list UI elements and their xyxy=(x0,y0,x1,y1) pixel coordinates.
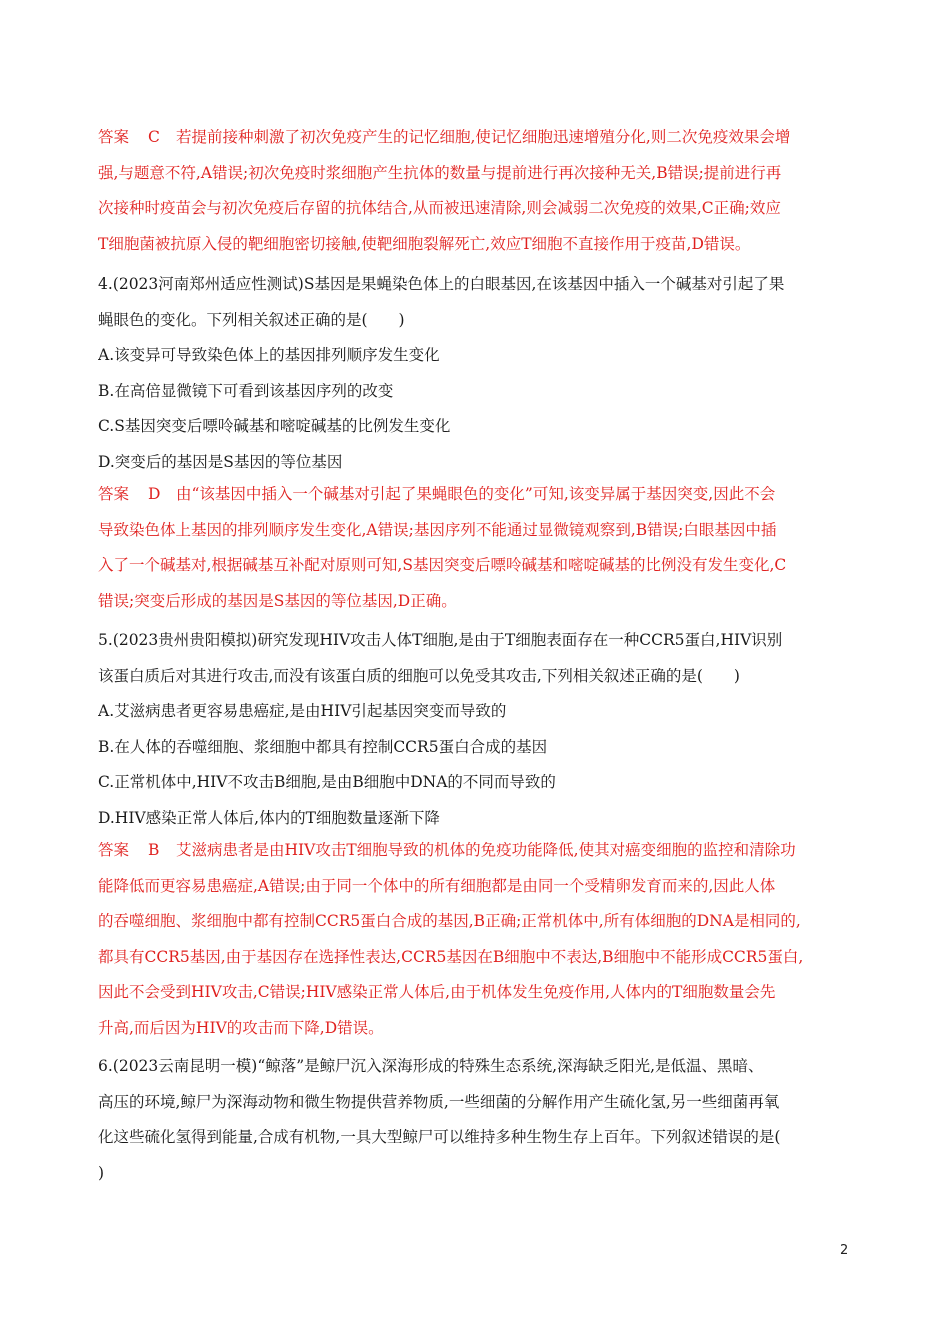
answer-line: 升高,而后因为HIV的攻击而下降,D错误。 xyxy=(98,1018,384,1037)
question-6 xyxy=(98,1049,854,1191)
answer-block-q5 xyxy=(98,833,854,1046)
answer-line: 导致染色体上基因的排列顺序发生变化,A错误;基因序列不能通过显微镜观察到,B错误;白眼基因中插 xyxy=(98,520,777,539)
answer-letter: D xyxy=(148,485,161,503)
option-a: A.该变异可导致染色体上的基因排列顺序发生变化 xyxy=(98,346,440,364)
answer-line: T细胞菌被抗原入侵的靶细胞密切接触,使靶细胞裂解死亡,效应T细胞不直接作用于疫苗,D错误。 xyxy=(98,234,751,253)
question-stem-line: 蝇眼色的变化。下列相关叙述正确的是( ) xyxy=(98,310,405,329)
question-stem-line: 该蛋白质后对其进行攻击,而没有该蛋白质的细胞可以免受其攻击,下列相关叙述正确的是( ) xyxy=(98,666,740,685)
answer-label: 答案 xyxy=(98,485,130,503)
option-b: B.在人体的吞噬细胞、浆细胞中都具有控制CCR5蛋白合成的基因 xyxy=(98,737,548,756)
question-stem-line: 6.(2023云南昆明一模)“鲸落”是鲸尸沉入深海形成的特殊生态系统,深海缺乏阳光,是低温、黑暗、 xyxy=(98,1057,764,1075)
answer-line: 因此不会受到HIV攻击,C错误;HIV感染正常人体后,由于机体发生免疫作用,人体内的T细胞数量会先 xyxy=(98,983,776,1001)
question-stem-line: 高压的环境,鲸尸为深海动物和微生物提供营养物质,一些细菌的分解作用产生硫化氢,另一些细菌再氧 xyxy=(98,1092,780,1111)
answer-label: 答案 xyxy=(98,128,130,146)
answer-line: 能降低而更容易患癌症,A错误;由于同一个体中的所有细胞都是由同一个受精卵发育而来的,因此人体 xyxy=(98,876,776,895)
answer-line xyxy=(98,477,854,513)
answer-text: 艾滋病患者是由HIV攻击T细胞导致的机体的免疫功能降低,使其对癌变细胞的监控和清除功 xyxy=(176,841,796,859)
option-b: B.在高倍显微镜下可看到该基因序列的改变 xyxy=(98,381,394,400)
answer-line: 次接种时疫苗会与初次免疫后存留的抗体结合,从而被迅速清除,则会减弱二次免疫的效果,C正确;效应 xyxy=(98,199,781,217)
answer-block-prev xyxy=(98,120,854,262)
answer-line: 强,与题意不符,A错误;初次免疫时浆细胞产生抗体的数量与提前进行再次接种无关,B错误;提前进行再 xyxy=(98,163,782,182)
question-stem-line: ) xyxy=(98,1163,105,1182)
answer-text: 若提前接种刺激了初次免疫产生的记忆细胞,使记忆细胞迅速增殖分化,则二次免疫效果会增 xyxy=(176,128,791,146)
answer-line: 错误;突变后形成的基因是S基因的等位基因,D正确。 xyxy=(98,591,457,610)
option-c: C.正常机体中,HIV不攻击B细胞,是由B细胞中DNA的不同而导致的 xyxy=(98,773,556,791)
answer-line xyxy=(98,833,854,869)
question-stem-line: 5.(2023贵州贵阳模拟)研究发现HIV攻击人体T细胞,是由于T细胞表面存在一种CCR5蛋白,HIV识别 xyxy=(98,631,783,649)
answer-line: 的吞噬细胞、浆细胞中都有控制CCR5蛋白合成的基因,B正确;正常机体中,所有体细胞的DNA是相同的, xyxy=(98,912,801,930)
answer-line xyxy=(98,120,854,156)
answer-label: 答案 xyxy=(98,841,130,859)
question-stem-line: 4.(2023河南郑州适应性测试)S基因是果蝇染色体上的白眼基因,在该基因中插入一个碱基对引起了果 xyxy=(98,275,785,293)
answer-letter: B xyxy=(148,841,160,859)
option-d: D.HIV感染正常人体后,体内的T细胞数量逐渐下降 xyxy=(98,808,440,827)
question-5 xyxy=(98,623,854,836)
option-d: D.突变后的基因是S基因的等位基因 xyxy=(98,452,343,471)
answer-line: 入了一个碱基对,根据碱基互补配对原则可知,S基因突变后嘌呤碱基和嘧啶碱基的比例没有发生变化,C xyxy=(98,556,787,574)
answer-text: 由“该基因中插入一个碱基对引起了果蝇眼色的变化”可知,该变异属于基因突变,因此不会 xyxy=(176,485,776,503)
answer-line: 都具有CCR5基因,由于基因存在选择性表达,CCR5基因在B细胞中不表达,B细胞中不能形成CCR5蛋白, xyxy=(98,947,804,966)
answer-block-q4 xyxy=(98,477,854,619)
option-c: C.S基因突变后嘌呤碱基和嘧啶碱基的比例发生变化 xyxy=(98,417,451,435)
page-number: 2 xyxy=(840,1243,849,1258)
question-stem-line: 化这些硫化氢得到能量,合成有机物,一具大型鲸尸可以维持多种生物生存上百年。下列叙述错误的是( xyxy=(98,1128,781,1146)
option-a: A.艾滋病患者更容易患癌症,是由HIV引起基因突变而导致的 xyxy=(98,702,507,720)
answer-letter: C xyxy=(148,128,160,146)
question-4 xyxy=(98,267,854,480)
